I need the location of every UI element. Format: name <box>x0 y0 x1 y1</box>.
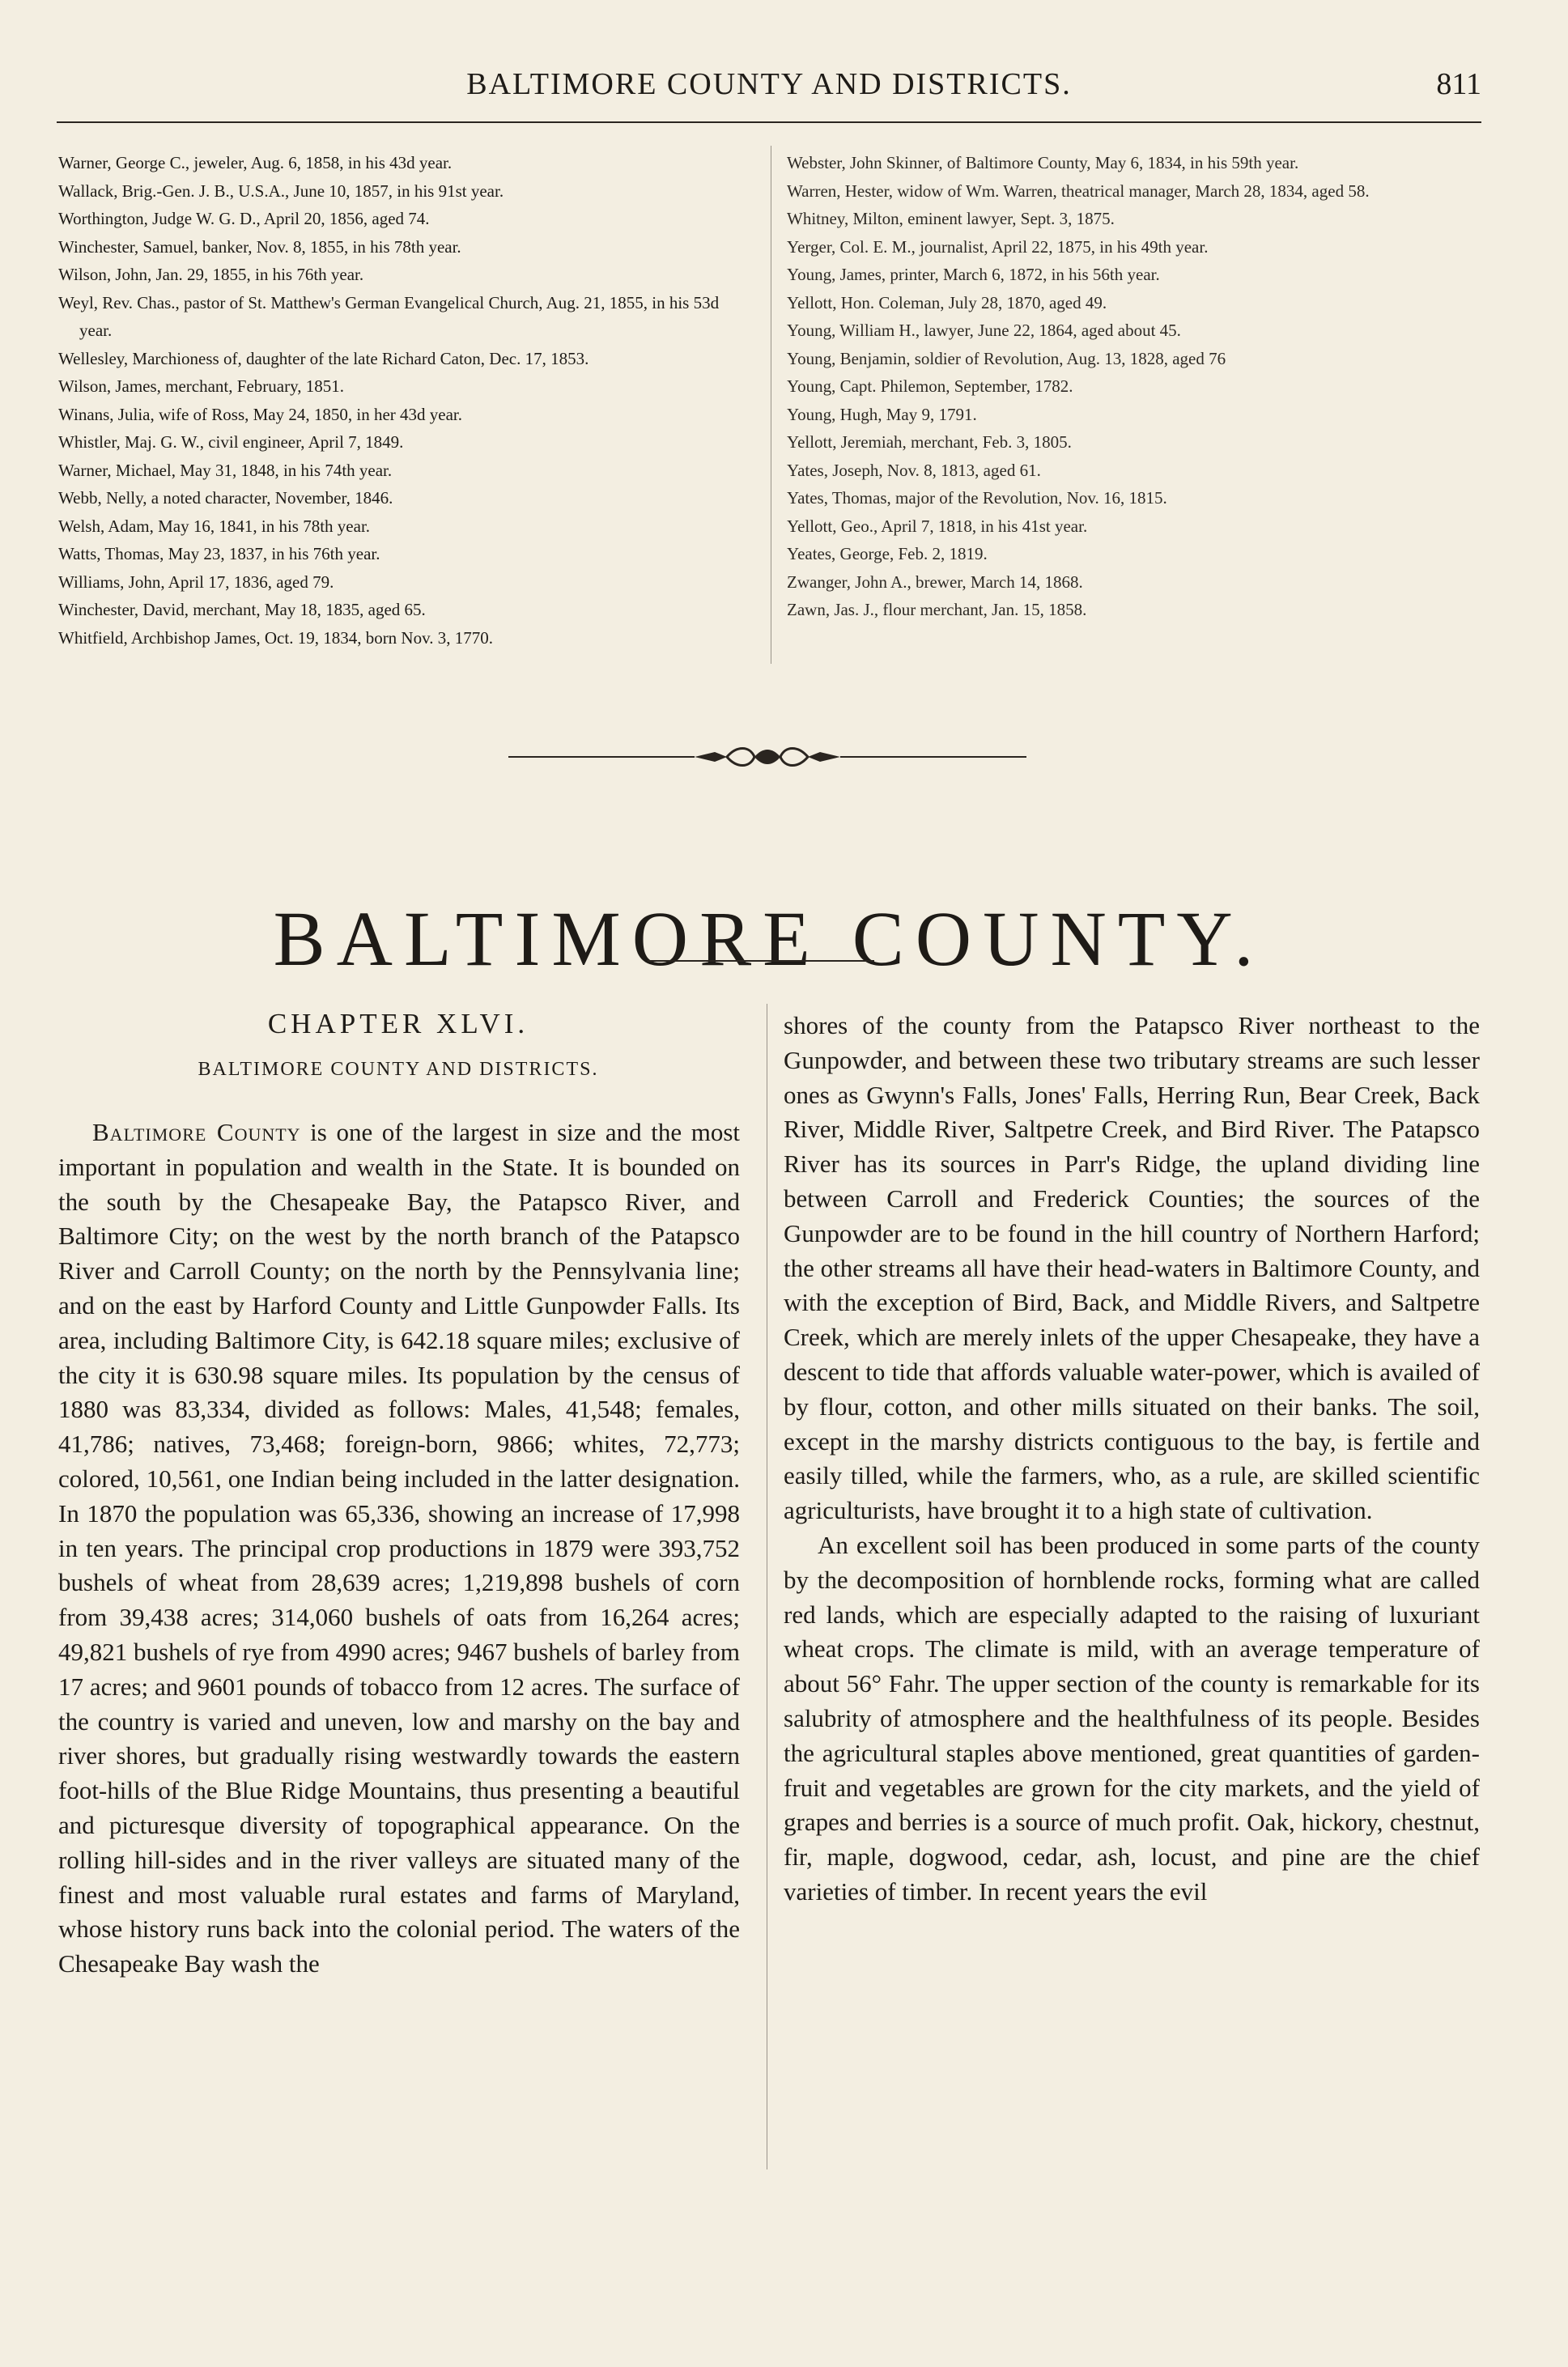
ornamental-divider <box>508 741 1026 773</box>
obituary-entry: Young, Benjamin, soldier of Revolution, Aug. 13, 1828, aged 76 <box>787 348 1226 368</box>
obituary-entry: Young, Hugh, May 9, 1791. <box>787 404 977 424</box>
obituary-entry: Wellesley, Marchioness of, daughter of the late Richard Caton, Dec. 17, 1853. <box>58 348 589 368</box>
obituary-entry: Zwanger, John A., brewer, March 14, 1868. <box>787 572 1083 592</box>
obituary-entry: Warren, Hester, widow of Wm. Warren, theatrical manager, March 28, 1834, aged 58. <box>787 181 1370 201</box>
chapter-subheading: BALTIMORE COUNTY AND DISTRICTS. <box>198 1059 599 1080</box>
obituary-entry: Young, Capt. Philemon, September, 1782. <box>787 376 1073 396</box>
obituary-entry: Williams, John, April 17, 1836, aged 79. <box>58 572 334 592</box>
obituary-entry: Wallack, Brig.-Gen. J. B., U.S.A., June 10, 1857, in his 91st year. <box>58 181 504 201</box>
obituary-entry: Yates, Joseph, Nov. 8, 1813, aged 61. <box>787 460 1041 480</box>
header-rule <box>57 121 1481 123</box>
running-title: BALTIMORE COUNTY AND DISTRICTS. <box>466 67 1072 101</box>
running-header <box>57 66 1481 115</box>
obituary-entry: Winchester, Samuel, banker, Nov. 8, 1855, in his 78th year. <box>58 236 461 257</box>
obituary-entry: Young, William H., lawyer, June 22, 1864, aged about 45. <box>787 321 1181 340</box>
body-paragraph: An excellent soil has been produced in some parts of the county by the decomposition of hornblende rocks, forming what are called red lands, which are especially adapted to the raising of luxuriant wheat crops. The climate is mild, with an average temperature of about 56° Fahr. The upper section of the county is remarkable for its salubrity of atmosphere and the healthfulness of its people. Besides the agricultural staples above mentioned, great quantities of garden-fruit and vegetables are grown for the city markets, and the yield of grapes and berries is a source of much profit. Oak, hickory, chestnut, fir, maple, dogwood, cedar, ash, locust, and pine are the chief varieties of timber. In recent years the evil <box>784 1530 1480 1906</box>
obituary-entry: Weyl, Rev. Chas., pastor of St. Matthew's German Evangelical Church, Aug. 21, 1855, in his 53d year. <box>58 292 720 340</box>
obituary-entry: Young, James, printer, March 6, 1872, in his 56th year. <box>787 265 1160 284</box>
obituary-entry: Whitney, Milton, eminent lawyer, Sept. 3, 1875. <box>787 209 1115 228</box>
obituary-entry: Yellott, Hon. Coleman, July 28, 1870, aged 49. <box>787 292 1107 312</box>
obituary-entry: Webb, Nelly, a noted character, November, 1846. <box>58 488 393 508</box>
lead-small-caps: Baltimore County <box>92 1118 301 1146</box>
obituary-entry: Yerger, Col. E. M., journalist, April 22, 1875, in his 49th year. <box>787 236 1209 257</box>
obituary-entry: Zawn, Jas. J., flour merchant, Jan. 15, 1858. <box>787 600 1087 619</box>
title-rule <box>648 960 874 962</box>
obituary-entry: Yellott, Jeremiah, merchant, Feb. 3, 1805. <box>787 432 1072 452</box>
obituary-list-left <box>58 149 746 652</box>
obituary-list-right <box>787 149 1483 624</box>
paragraph-text: is one of the largest in size and the most important in population and wealth in the State. It is bounded on the south by the Chesapeake Bay, the Patapsco River, and Baltimore City; on the west by the north branch of the Patapsco River and Carroll County; on the north by the Pennsylvania line; and on the east by Harford County and Little Gunpowder Falls. Its area, including Baltimore City, is 642.18 square miles; exclusive of the city it is 630.98 square miles. Its population by the census of 1880 was 83,334, divided as follows: Males, 41,548; females, 41,786; natives, 73,468; foreign-born, 9866; whites, 72,773; colored, 10,561, one Indian being included in the latter designation. In 1870 the population was 65,336, showing an increase of 17,998 in ten years. The principal crop productions in 1879 were 393,752 bushels of wheat from 28,639 acres; 1,219,898 bushels of corn from 39,438 acres; 314,060 bushels of oats from 16,264 acres; 49,821 bushels of rye from 4990 acres; 9467 bushels of barley from 17 acres; and 9601 pounds of tobacco from 12 acres. The surface of the country is varied and uneven, low and marshy on the bay and river shores, but gradually rising westwardly towards the eastern foot-hills of the Blue Ridge Mountains, thus presenting a beautiful and picturesque diversity of topographical appearance. On the rolling hill-sides and in the river valleys are situated many of the finest and most valuable rural estates and farms of Maryland, whose history runs back into the colonial period. The waters of the Chesapeake Bay wash the <box>58 1118 740 1978</box>
obituary-entry: Winchester, David, merchant, May 18, 1835, aged 65. <box>58 600 426 619</box>
obituary-entry: Warner, Michael, May 31, 1848, in his 74th year. <box>58 460 393 480</box>
body-paragraph <box>58 1116 740 1982</box>
chapter-heading: CHAPTER XLVI. <box>267 1008 529 1039</box>
obituary-entry: Yeates, George, Feb. 2, 1819. <box>787 544 988 563</box>
obituary-entry: Whistler, Maj. G. W., civil engineer, April 7, 1849. <box>58 432 404 452</box>
page-number: 811 <box>1436 67 1481 101</box>
obituary-entry: Yates, Thomas, major of the Revolution, Nov. 16, 1815. <box>787 488 1167 508</box>
obituary-entry: Wilson, James, merchant, February, 1851. <box>58 376 344 396</box>
obituary-entry: Webster, John Skinner, of Baltimore County, May 6, 1834, in his 59th year. <box>787 153 1299 172</box>
obituary-entry: Worthington, Judge W. G. D., April 20, 1856, aged 74. <box>58 209 430 228</box>
obituary-entry: Warner, George C., jeweler, Aug. 6, 1858, in his 43d year. <box>58 153 453 172</box>
obituary-entry: Whitfield, Archbishop James, Oct. 19, 1834, born Nov. 3, 1770. <box>58 627 493 648</box>
body-column-left <box>58 1116 740 1982</box>
obituary-entry: Yellott, Geo., April 7, 1818, in his 41st year. <box>787 516 1088 536</box>
obituary-entry: Wilson, John, Jan. 29, 1855, in his 76th year. <box>58 265 364 284</box>
body-column-right <box>784 1009 1480 1910</box>
section-title: BALTIMORE COUNTY. <box>273 895 1265 983</box>
obituary-entry: Watts, Thomas, May 23, 1837, in his 76th year. <box>58 544 380 563</box>
body-paragraph: shores of the county from the Patapsco River northeast to the Gunpowder, and between these two tributary streams are such lesser ones as Gwynn's Falls, Jones' Falls, Herring Run, Bear Creek, Back River, Middle River, Saltpetre Creek, and Bird River. The Patapsco River has its sources in Parr's Ridge, the upland dividing line between Carroll and Frederick Counties; the sources of the Gunpowder are to be found in the hill country of Northern Harford; the other streams all have their head-waters in Baltimore County, and with the exception of Bird, Back, and Middle Rivers, and Saltpetre Creek, which are merely inlets of the upper Chesapeake, they have a descent to tide that affords valuable water-power, which is availed of by flour, cotton, and other mills situated on their banks. The soil, except in the marshy districts contiguous to the bay, is fertile and easily tilled, while the farmers, who, as a rule, are skilled scientific agriculturists, have brought it to a high state of cultivation. <box>784 1011 1480 1525</box>
obituary-entry: Winans, Julia, wife of Ross, May 24, 1850, in her 43d year. <box>58 404 462 424</box>
obituary-entry: Welsh, Adam, May 16, 1841, in his 78th year. <box>58 516 371 536</box>
